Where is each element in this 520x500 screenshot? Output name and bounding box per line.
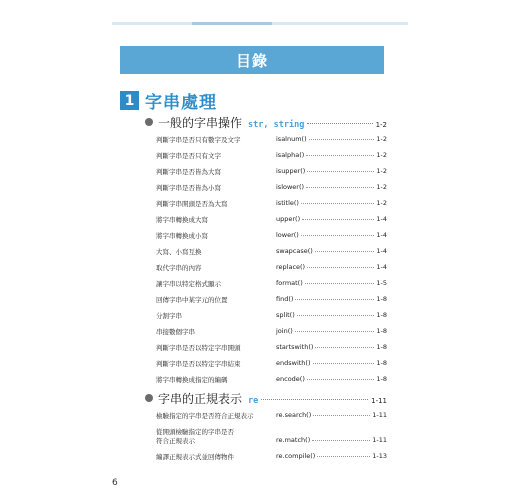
- entry-page: 1-2: [376, 167, 387, 175]
- entry-function: isupper(): [276, 167, 306, 175]
- leader-dots: [261, 399, 368, 400]
- top-decorative-rule: [112, 22, 408, 25]
- entry-function: isalnum(): [276, 135, 307, 143]
- entry-description: 編譯正規表示式並回傳物件: [156, 453, 234, 461]
- entry-description: 分割字串: [156, 312, 182, 320]
- entry-function: re.search(): [276, 411, 312, 419]
- entry-description: 回傳字串中某字元的位置: [156, 296, 228, 304]
- entry-description: 判斷字串開頭是否為大寫: [156, 200, 228, 208]
- leader-dots: [315, 347, 374, 348]
- leader-dots: [295, 299, 374, 300]
- entry-function: islower(): [276, 183, 305, 191]
- leader-dots: [313, 363, 375, 364]
- entry-page: 1-4: [376, 247, 387, 255]
- entry-function: find(): [276, 295, 294, 303]
- leader-dots: [307, 379, 375, 380]
- entry-function: isalpha(): [276, 151, 305, 159]
- entry-page: 1-8: [376, 311, 387, 319]
- entry-description: 將字串轉換成大寫: [156, 216, 208, 224]
- entry-page: 1-4: [376, 263, 387, 271]
- section-title: 一般的字串操作: [158, 116, 243, 130]
- leader-dots: [307, 123, 372, 124]
- entry-function: join(): [276, 327, 293, 335]
- entry-description: 串接數個字串: [156, 328, 195, 336]
- section-heading[interactable]: [145, 114, 387, 130]
- leader-dots: [307, 171, 374, 172]
- leader-dots: [306, 155, 374, 156]
- entry-description: 讓字串以特定格式顯示: [156, 280, 221, 288]
- entry-page: 1-8: [376, 359, 387, 367]
- entry-function: format(): [276, 279, 303, 287]
- entry-description: 判斷字串是否以特定字串開頭: [156, 344, 241, 352]
- bullet-icon: [145, 118, 153, 126]
- entry-page: 1-8: [376, 375, 387, 383]
- entry-page: 1-4: [376, 215, 387, 223]
- entry-function: endswith(): [276, 359, 311, 367]
- entry-page: 1-11: [372, 411, 387, 419]
- toc-entry[interactable]: [156, 427, 387, 445]
- entry-description: 將字串轉換成小寫: [156, 232, 208, 240]
- entry-page: 1-8: [376, 343, 387, 351]
- bullet-icon: [145, 394, 153, 402]
- leader-dots: [295, 331, 375, 332]
- section-heading[interactable]: [145, 390, 387, 406]
- chapter-number: 1: [120, 91, 139, 110]
- entry-description: 判斷字串是否只有文字: [156, 152, 221, 160]
- leader-dots: [312, 440, 370, 441]
- entry-function: swapcase(): [276, 247, 313, 255]
- leader-dots: [307, 267, 374, 268]
- leader-dots: [301, 235, 375, 236]
- entry-page: 1-2: [376, 151, 387, 159]
- entry-function: encode(): [276, 375, 305, 383]
- entry-function: re.compile(): [276, 452, 316, 460]
- entry-description: 判斷字串是否以特定字串結束: [156, 360, 241, 368]
- toc-banner: [120, 46, 384, 74]
- entry-page: 1-2: [376, 135, 387, 143]
- leader-dots: [306, 187, 374, 188]
- entry-description: 判斷字串是否皆為小寫: [156, 184, 221, 192]
- entry-function: lower(): [276, 231, 299, 239]
- chapter-heading: [120, 88, 217, 113]
- entry-function: upper(): [276, 215, 301, 223]
- section-keyword: re: [248, 396, 259, 406]
- entry-description: 將字串轉換成指定的編碼: [156, 376, 228, 384]
- leader-dots: [305, 283, 375, 284]
- entry-page: 1-11: [372, 436, 387, 444]
- entry-page: 1-4: [376, 231, 387, 239]
- entry-description-line2: 符合正規表示: [156, 437, 195, 445]
- entry-description: 大寫、小寫互換: [156, 248, 202, 256]
- entry-description: 檢驗指定的字串是否符合正規表示: [156, 412, 254, 420]
- entry-function: istitle(): [276, 199, 299, 207]
- leader-dots: [302, 219, 374, 220]
- page-number: 6: [112, 478, 118, 488]
- chapter-title: 字串處理: [145, 93, 217, 113]
- section-page: 1-11: [371, 397, 387, 405]
- section-page: 1-2: [375, 121, 387, 129]
- entry-page: 1-8: [376, 327, 387, 335]
- leader-dots: [317, 456, 370, 457]
- leader-dots: [297, 315, 375, 316]
- leader-dots: [313, 415, 370, 416]
- section-title: 字串的正規表示: [158, 392, 243, 406]
- entry-description: 判斷字串是否皆為大寫: [156, 168, 221, 176]
- entry-page: 1-2: [376, 199, 387, 207]
- leader-dots: [301, 203, 374, 204]
- leader-dots: [315, 251, 375, 252]
- entry-page: 1-8: [376, 295, 387, 303]
- entry-page: 1-2: [376, 183, 387, 191]
- entry-function: replace(): [276, 263, 306, 271]
- section-keyword: str, string: [248, 120, 305, 130]
- entry-description: 判斷字串是否只有數字及文字: [156, 136, 241, 144]
- toc-title: 目錄: [235, 51, 268, 70]
- entry-function: re.match(): [276, 436, 311, 444]
- entry-page: 1-5: [376, 279, 387, 287]
- entry-description: 取代字串的內容: [156, 264, 202, 272]
- entry-page: 1-13: [372, 452, 387, 460]
- entry-description: 從開頭檢驗指定的字串是否: [156, 428, 234, 436]
- entry-function: split(): [276, 311, 295, 319]
- entry-function: startswith(): [276, 343, 314, 351]
- leader-dots: [309, 139, 375, 140]
